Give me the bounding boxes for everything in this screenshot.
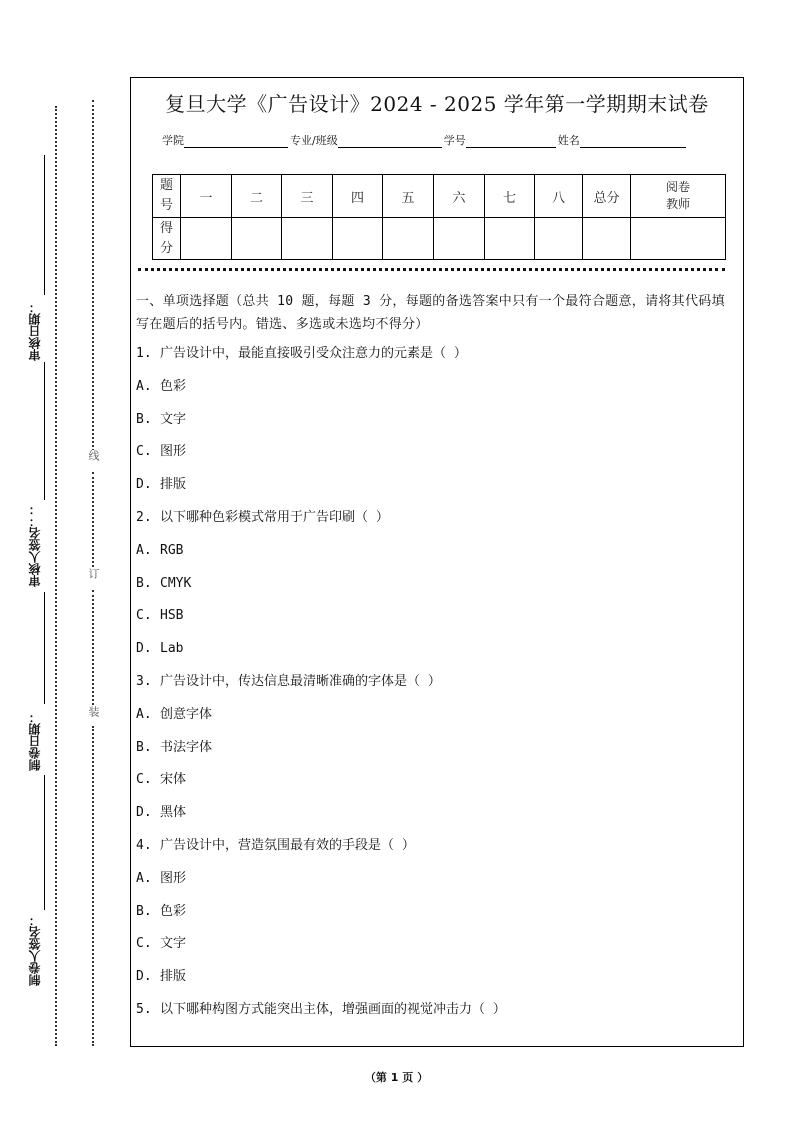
question-list	[136, 338, 729, 1027]
inner-dotted-line	[92, 100, 94, 455]
student-id-field[interactable]	[466, 135, 556, 148]
question-number: 4.	[136, 837, 152, 853]
cut-mark-seal: 装	[87, 706, 100, 717]
student-id-label: 学号	[443, 134, 466, 147]
option-text: 黑体	[160, 805, 187, 821]
option-key: D.	[136, 805, 152, 821]
option-text: 宋体	[160, 772, 187, 788]
col-1: 一	[181, 175, 232, 218]
score-cell-4[interactable]	[333, 218, 383, 260]
col-6: 六	[434, 175, 485, 218]
option-key: A.	[136, 870, 152, 886]
reviewer-signature-label: 审核人签名：：	[28, 503, 42, 587]
option-text: 色彩	[160, 903, 187, 919]
option-key: A.	[136, 706, 152, 722]
score-cell-grader[interactable]	[631, 218, 726, 260]
exam-date-line[interactable]	[44, 592, 45, 704]
option-key: A.	[136, 542, 152, 558]
option-text: 排版	[160, 477, 187, 493]
question-1	[136, 338, 729, 371]
score-cell-1[interactable]	[181, 218, 232, 260]
question-text: 广告设计中，最能直接吸引受众注意力的元素是（ ）	[160, 346, 467, 361]
col-5: 五	[383, 175, 434, 218]
question-4	[136, 830, 729, 863]
option-key: B.	[136, 739, 152, 755]
score-row	[153, 218, 726, 260]
option-2b[interactable]	[136, 568, 729, 601]
cut-mark-bind: 订	[87, 568, 100, 579]
option-4a[interactable]	[136, 863, 729, 896]
option-2d[interactable]	[136, 633, 729, 666]
option-2c[interactable]	[136, 600, 729, 633]
section-1	[136, 290, 729, 1027]
option-key: D.	[136, 641, 152, 657]
option-key: C.	[136, 772, 152, 788]
col-7: 七	[485, 175, 535, 218]
option-key: A.	[136, 378, 152, 394]
inner-dotted-line	[92, 590, 94, 705]
cut-mark-line: 线	[87, 450, 100, 461]
option-2a[interactable]	[136, 535, 729, 568]
section-divider	[138, 268, 725, 271]
option-text: 文字	[160, 411, 187, 427]
question-number: 1.	[136, 346, 152, 361]
option-3b[interactable]	[136, 732, 729, 765]
question-text: 以下哪种色彩模式常用于广告印刷（ ）	[160, 509, 389, 525]
col-2: 二	[232, 175, 282, 218]
major-class-label: 专业/班级	[290, 134, 338, 147]
exam-date-label: 制卷日期：	[28, 711, 42, 771]
score-table	[152, 174, 726, 260]
section-1-heading: 一、单项选择题（总共 10 题，每题 3 分，每题的备选答案中只有一个最符合题意，请将其代码填写在题后的括号内。错选、多选或未选均不得分）	[136, 294, 725, 332]
option-1b[interactable]	[136, 404, 729, 437]
option-key: B.	[136, 903, 152, 919]
name-field[interactable]	[580, 135, 686, 148]
option-text: 排版	[160, 969, 187, 985]
question-text: 广告设计中，营造氛围最有效的手段是（ ）	[160, 837, 415, 853]
college-field[interactable]	[184, 135, 288, 148]
option-1a[interactable]	[136, 371, 729, 404]
question-5	[136, 994, 729, 1027]
option-key: C.	[136, 608, 152, 624]
question-text: 广告设计中，传达信息最清晰准确的字体是（ ）	[160, 673, 441, 689]
question-number-row	[153, 175, 726, 218]
option-text: 书法字体	[160, 739, 213, 755]
option-1c[interactable]	[136, 436, 729, 469]
exam-title: 复旦大学《广告设计》2024 - 2025 学年第一学期期末试卷	[165, 92, 709, 116]
col-4: 四	[333, 175, 383, 218]
inner-dotted-line	[92, 472, 94, 567]
option-text: 色彩	[160, 378, 187, 394]
col-grader: 阅卷教师	[631, 175, 726, 218]
question-2	[136, 502, 729, 535]
outer-dotted-line	[55, 106, 57, 1046]
option-text: 图形	[160, 444, 187, 460]
score-header: 得分	[153, 218, 181, 260]
option-key: B.	[136, 575, 152, 591]
exam-maker-signature-label: 制卷人签名：	[28, 914, 42, 986]
score-cell-7[interactable]	[485, 218, 535, 260]
option-text: 创意字体	[160, 706, 213, 722]
question-text: 以下哪种构图方式能突出主体，增强画面的视觉冲击力（ ）	[160, 1001, 506, 1017]
option-text: RGB	[160, 542, 184, 558]
score-cell-5[interactable]	[383, 218, 434, 260]
score-cell-6[interactable]	[434, 218, 485, 260]
option-key: D.	[136, 969, 152, 985]
col-3: 三	[282, 175, 333, 218]
option-4b[interactable]	[136, 896, 729, 929]
option-4d[interactable]	[136, 961, 729, 994]
score-cell-8[interactable]	[535, 218, 583, 260]
col-8: 八	[535, 175, 583, 218]
question-3	[136, 666, 729, 699]
option-text: Lab	[160, 641, 184, 657]
option-1d[interactable]	[136, 469, 729, 502]
question-number-header: 题号	[153, 175, 181, 218]
option-3a[interactable]	[136, 699, 729, 732]
score-cell-2[interactable]	[232, 218, 282, 260]
option-text: CMYK	[160, 575, 192, 591]
score-cell-3[interactable]	[282, 218, 333, 260]
option-3d[interactable]	[136, 797, 729, 830]
option-4c[interactable]	[136, 928, 729, 961]
option-3c[interactable]	[136, 764, 729, 797]
option-text: 文字	[160, 936, 187, 952]
option-text: 图形	[160, 870, 187, 886]
name-label: 姓名	[557, 134, 580, 147]
score-cell-total[interactable]	[583, 218, 631, 260]
student-info-row	[162, 132, 688, 148]
option-key: C.	[136, 936, 152, 952]
option-key: B.	[136, 411, 152, 427]
col-total: 总分	[583, 175, 631, 218]
review-date-line[interactable]	[44, 155, 45, 295]
inner-dotted-line	[92, 726, 94, 1046]
exam-frame	[130, 77, 744, 1047]
exam-maker-signature-line[interactable]	[44, 775, 45, 910]
major-class-field[interactable]	[338, 135, 442, 148]
review-date-label: 审核日期：	[28, 301, 42, 361]
option-key: D.	[136, 477, 152, 493]
question-number: 3.	[136, 673, 152, 689]
question-number: 5.	[136, 1001, 152, 1017]
question-number: 2.	[136, 509, 152, 525]
option-text: HSB	[160, 608, 184, 624]
college-label: 学院	[162, 134, 184, 147]
page-number: （第 1 页 ）	[364, 1071, 429, 1084]
option-key: C.	[136, 444, 152, 460]
reviewer-signature-line[interactable]	[44, 362, 45, 500]
